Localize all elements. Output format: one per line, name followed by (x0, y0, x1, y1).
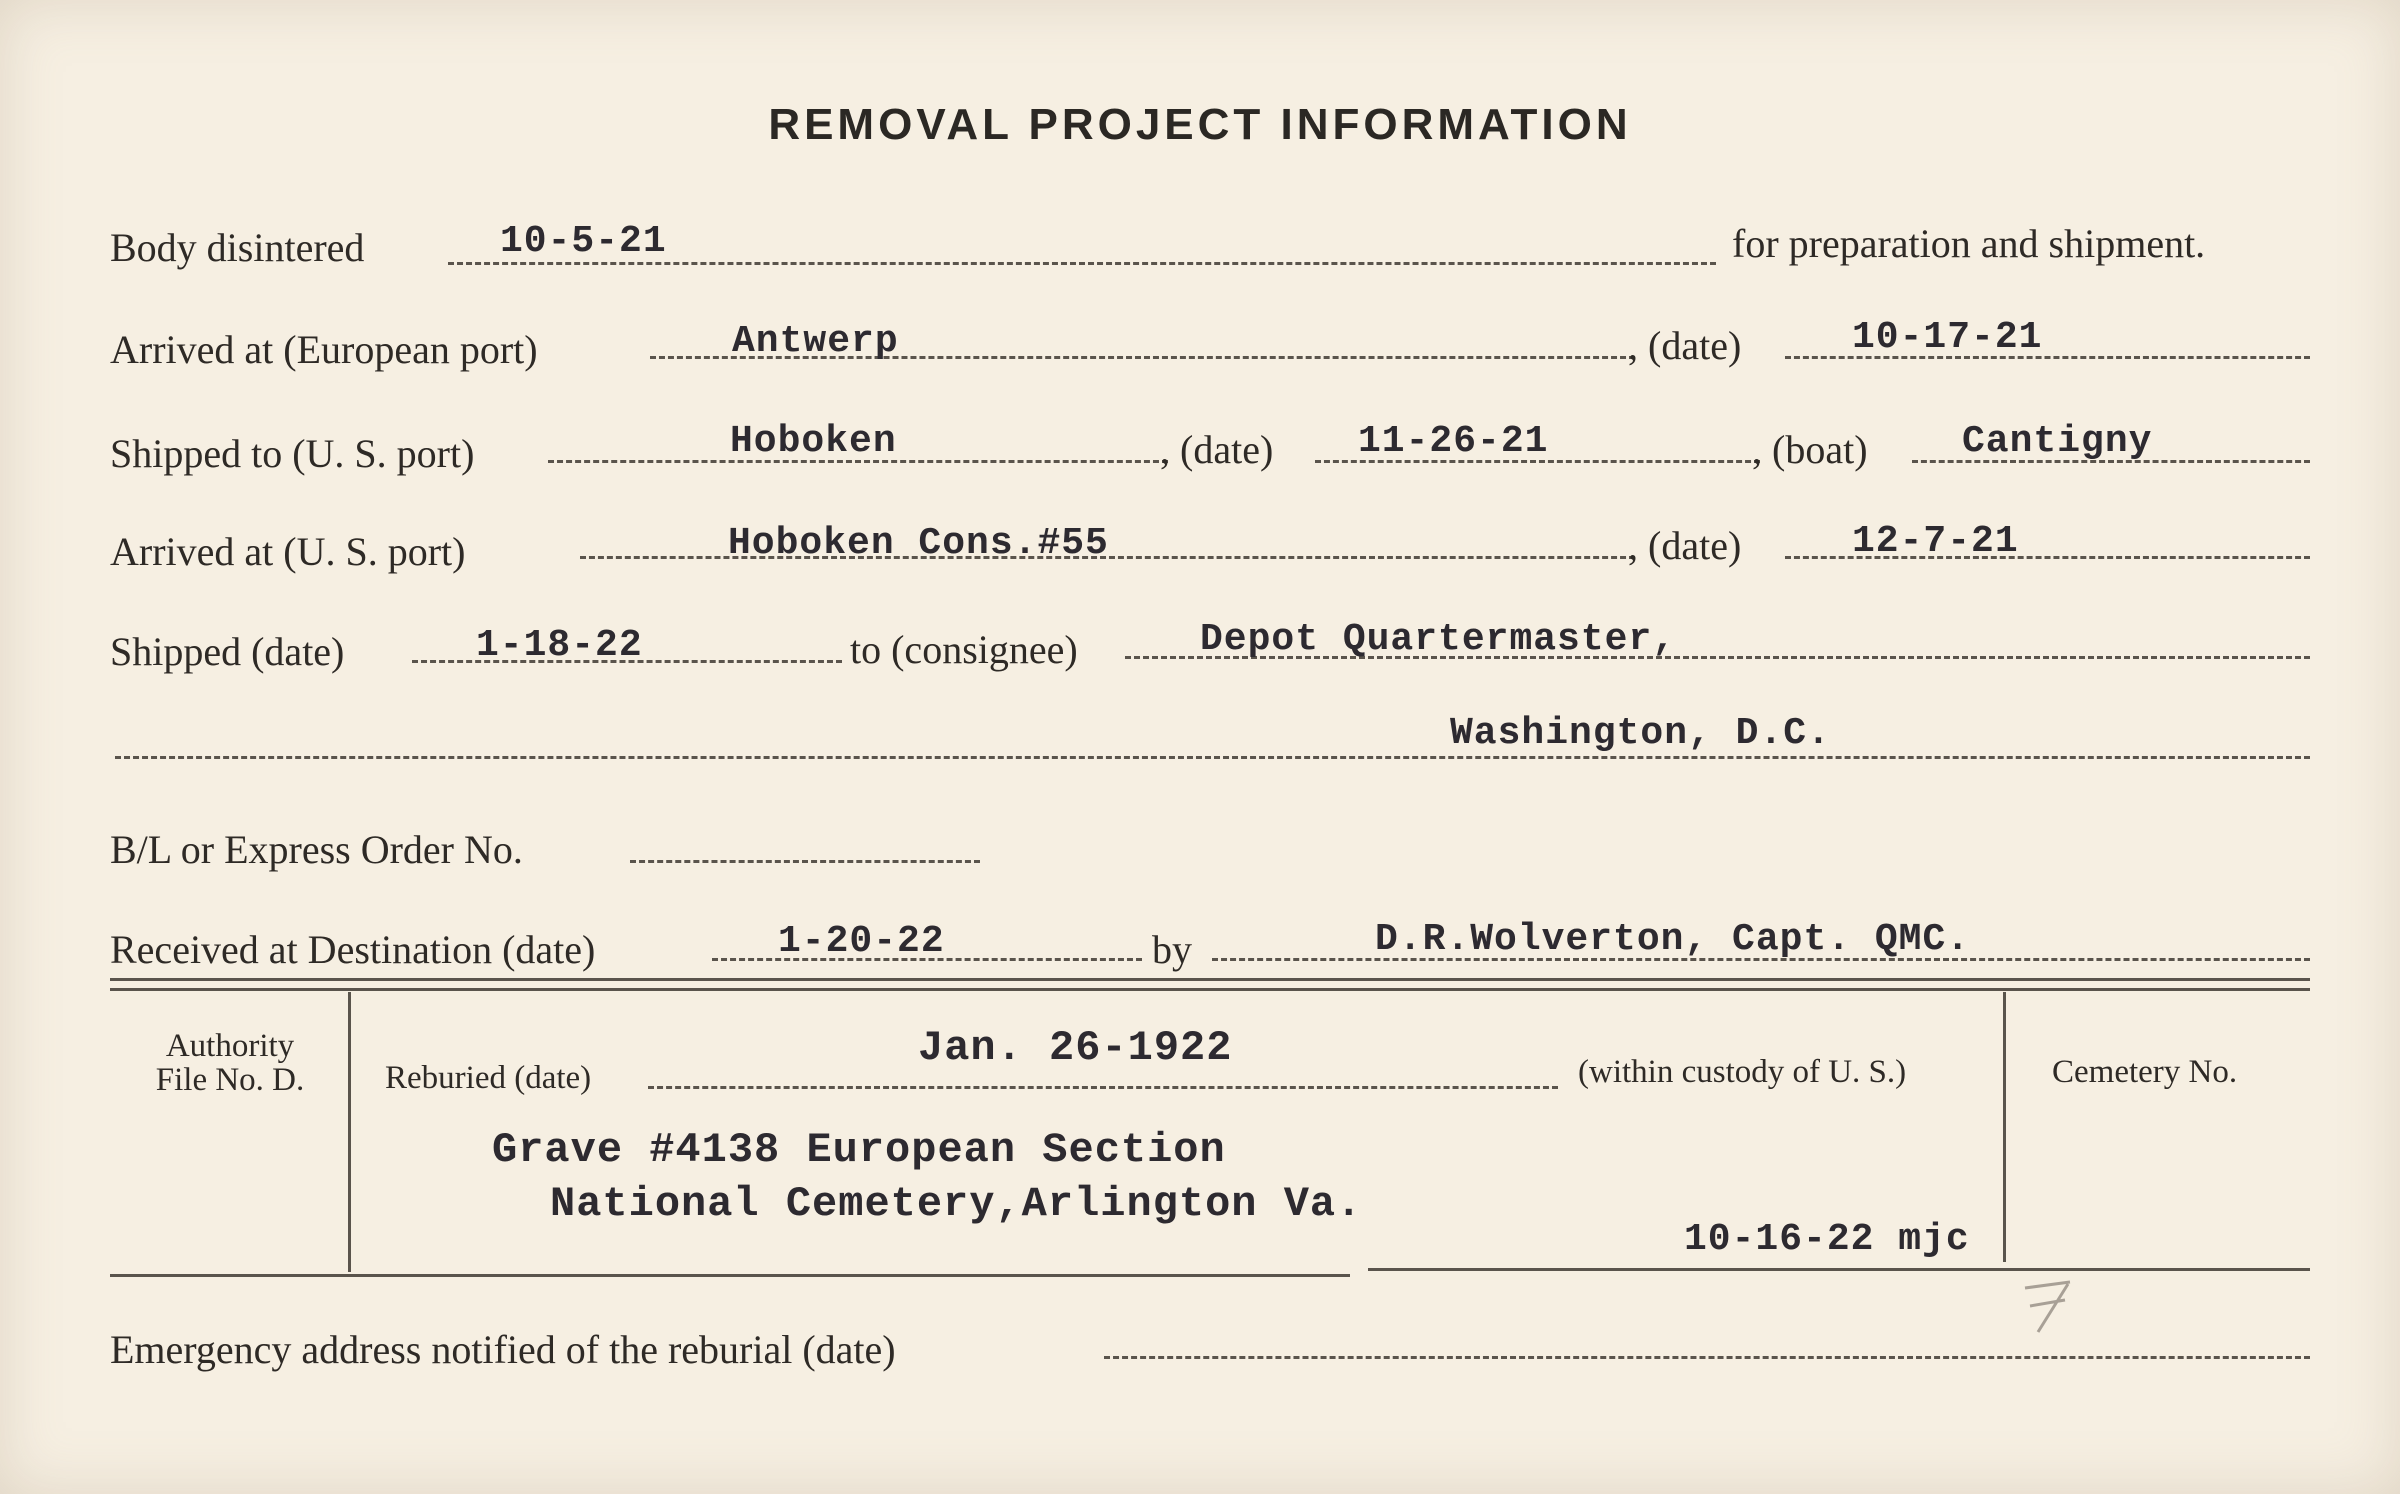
disinterred-suffix: for preparation and shipment. (1732, 221, 2206, 266)
shipped-us-date: 11-26-21 (1358, 420, 1549, 463)
reburied-label: Reburied (date) (385, 1060, 592, 1096)
received-by-label: by (1152, 927, 1192, 972)
divider-top-1 (110, 978, 2310, 981)
shipped-us-boat: Cantigny (1962, 420, 2153, 463)
emergency-line (1104, 1356, 2310, 1359)
bl-line (630, 860, 980, 863)
shipped-us-label: Shipped to (U. S. port) (110, 431, 475, 476)
rebury-stamp: 10-16-22 mjc (1684, 1218, 1970, 1261)
consignee-label: to (consignee) (850, 627, 1078, 672)
pencil-mark-icon (2010, 1270, 2090, 1350)
arrived-us-label: Arrived at (U. S. port) (110, 529, 466, 574)
arrived-eu-date-label: , (date) (1628, 323, 1742, 368)
box-divider-left (348, 992, 351, 1272)
shipped-us-date-label: , (date) (1160, 427, 1274, 472)
shipped-label: Shipped (date) (110, 629, 345, 674)
shipped-us-port: Hoboken (730, 420, 897, 463)
emergency-label: Emergency address notified of the reburial (date) (110, 1327, 896, 1372)
received-date: 1-20-22 (778, 920, 945, 963)
received-label: Received at Destination (date) (110, 927, 596, 972)
bl-label: B/L or Express Order No. (110, 827, 523, 872)
arrived-eu-label: Arrived at (European port) (110, 327, 538, 372)
divider-bottom-right (1368, 1268, 2310, 1271)
arrived-eu-date: 10-17-21 (1852, 316, 2043, 359)
grave-line-2: National Cemetery,Arlington Va. (550, 1180, 1363, 1228)
reburied-line (648, 1086, 1558, 1089)
authority-label-1: Authority (165, 1028, 295, 1064)
received-by: D.R.Wolverton, Capt. QMC. (1375, 918, 1971, 961)
grave-line-1: Grave #4138 European Section (492, 1126, 1226, 1174)
arrived-us-port: Hoboken Cons.#55 (728, 522, 1109, 565)
card-title: REMOVAL PROJECT INFORMATION (768, 100, 1632, 149)
divider-bottom-left (110, 1274, 1350, 1277)
reburied-date: Jan. 26-1922 (918, 1024, 1233, 1072)
custody-label: (within custody of U. S.) (1578, 1054, 1907, 1090)
arrived-eu-port: Antwerp (732, 320, 899, 363)
shipped-us-boat-label: , (boat) (1752, 427, 1868, 472)
disinterred-label: Body disintered (110, 225, 365, 270)
authority-label-2: File No. D. (155, 1062, 305, 1098)
box-divider-right (2003, 992, 2006, 1262)
arrived-us-date: 12-7-21 (1852, 520, 2019, 563)
cemetery-label: Cemetery No. (2052, 1054, 2238, 1090)
shipped-date: 1-18-22 (476, 624, 643, 667)
disinterred-value: 10-5-21 (500, 220, 667, 263)
consignee-line-2 (115, 756, 2310, 759)
consignee-value: Depot Quartermaster, (1200, 618, 1677, 661)
arrived-us-date-label: , (date) (1628, 523, 1742, 568)
divider-top-2 (110, 988, 2310, 991)
consignee-value-2: Washington, D.C. (1450, 712, 1831, 755)
